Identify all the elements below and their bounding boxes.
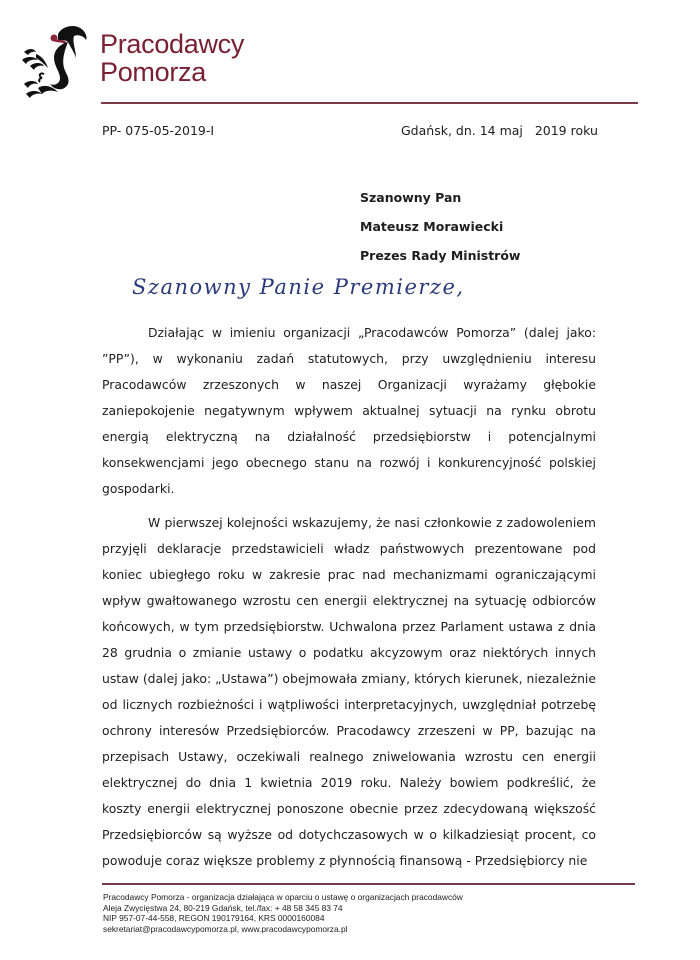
footer-registration: NIP 957-07-44-558, REGON 190179164, KRS 0000160084 [103,913,325,924]
footer-divider [102,883,635,885]
addressee-title: Prezes Rady Ministrów [360,248,521,263]
body-paragraph-2: W pierwszej kolejności wskazujemy, że nasi członkowie z zadowoleniem przyjęli deklaracje przedstawicieli władz państwowych prezentowane pod koniec ubiegłego roku w zakresie prac nad mechanizmami ograniczającymi wpływ gwałtowanego wzrostu cen energii elektrycznej na sytuację odbiorców końcowych, w tym przedsiębiorstw. Uchwalona przez Parlament ustawa z dnia 28 grudnia o zmianie ustawy o podatku akcyzowym oraz niektórych innych ustaw (dalej jako: „Ustawa”) obejmowała zmiany, których kierunek, niezależnie od licznych rozbieżności i wątpliwości interpretacyjnych, uwzględniał potrzebę ochrony interesów Przedsiębiorców. Pracodawcy zrzeszeni w PP, bazując na przepisach Ustawy, oczekiwali realnego zniwelowania wzrostu cen energii elektrycznej do dnia 1 kwietnia 2019 roku. Należy bowiem podkreślić, że koszty energii elektrycznej ponoszone obecnie przez zdecydowaną większość Przedsiębiorców są wyższe od dotychczasowych w o kilkadziesiąt procent, co powoduje coraz większe problemy z płynnością finansową - Przedsiębiorcy nie [102,515,596,868]
date-line: Gdańsk, dn. 14 maj 2019 roku [401,123,598,138]
organization-name [100,30,244,86]
addressee-greeting: Szanowny Pan [360,190,462,205]
reference-number: PP- 075-05-2019-I [102,123,215,138]
org-name-line1: Pracodawcy [100,29,245,59]
footer-description: Pracodawcy Pomorza - organizacja działająca w oparciu o ustawę o organizacjach pracodawców [103,892,463,902]
footer [103,892,463,934]
footer-contact: sekretariat@pracodawcypomorza.pl, www.pracodawcypomorza.pl [103,923,348,934]
handwritten-salutation: Szanowny Panie Premierze, [132,275,465,299]
footer-address: Aleja Zwycięstwa 24, 80-219 Gdańsk, tel./fax: + 48 58 345 83 74 [103,902,343,913]
addressee-name: Mateusz Morawiecki [360,219,504,234]
letter-body [102,320,596,874]
org-name-line2: Pomorza [100,57,206,87]
addressee-block [360,190,520,277]
body-paragraph-1: Działając w imieniu organizacji „Pracodawców Pomorza” (dalej jako: ”PP”), w wykonaniu zadań statutowych, przy uwzględnieniu interesu Pracodawców zrzeszonych w naszej Organizacji wyrażamy głębokie zaniepokojenie negatywnym wpływem aktualnej sytuacji na rynku obrotu energią elektryczną na działalność przedsiębiorstw i potencjalnymi konsekwencjami jego obecnego stanu na rozwój i konkurencyjność polskiej gospodarki. [102,325,596,496]
griffin-logo-icon [14,18,92,104]
logo-graphic [14,18,92,104]
header-divider [101,102,638,104]
